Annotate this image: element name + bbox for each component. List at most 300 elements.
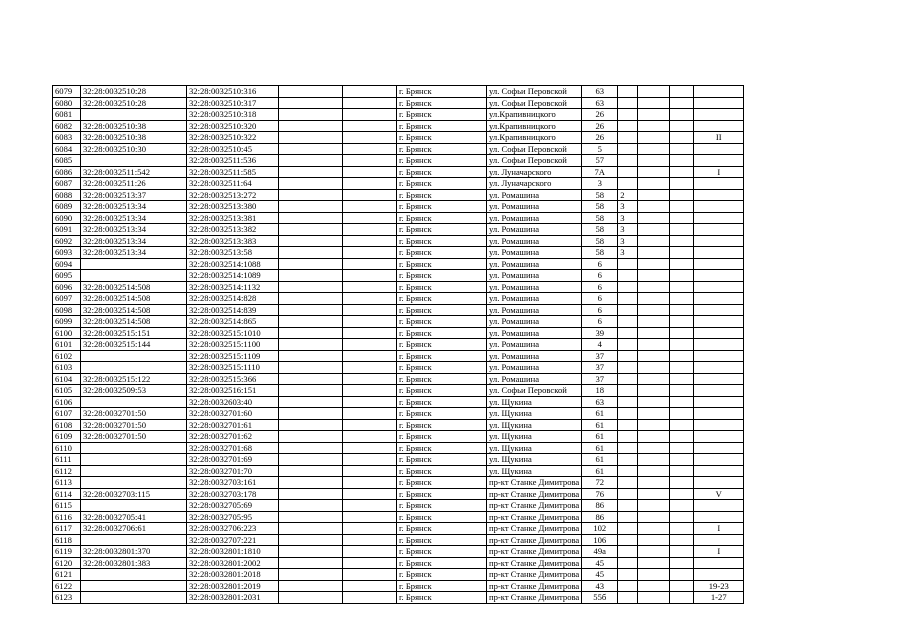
premises-cell — [694, 235, 744, 247]
blank-cell — [638, 431, 670, 443]
table-row — [53, 534, 744, 546]
blank-cell — [279, 235, 343, 247]
blank-cell — [638, 143, 670, 155]
premises-cell — [694, 212, 744, 224]
row-number-cell: 6108 — [53, 419, 81, 431]
object-cadastral-cell: 32:28:0032701:70 — [187, 465, 279, 477]
street-cell: ул.Крапивницкого — [487, 109, 582, 121]
parcel-cadastral-cell — [81, 109, 187, 121]
blank-cell — [343, 212, 397, 224]
parcel-cadastral-cell: 32:28:0032511:26 — [81, 178, 187, 190]
table-row — [53, 86, 744, 98]
premises-cell — [694, 155, 744, 167]
parcel-cadastral-cell — [81, 592, 187, 604]
blank-cell — [279, 385, 343, 397]
city-cell: г. Брянск — [397, 385, 487, 397]
premises-cell — [694, 350, 744, 362]
premises-cell: II — [694, 132, 744, 144]
building-cell: 3 — [618, 224, 638, 236]
table-row — [53, 569, 744, 581]
building-cell — [618, 281, 638, 293]
premises-cell — [694, 569, 744, 581]
blank-cell — [670, 97, 694, 109]
blank-cell — [670, 247, 694, 259]
object-cadastral-cell: 32:28:0032514:1088 — [187, 258, 279, 270]
premises-cell: 19-23 — [694, 580, 744, 592]
house-number-cell: 57 — [582, 155, 618, 167]
blank-cell — [343, 385, 397, 397]
object-cadastral-cell: 32:28:0032513:383 — [187, 235, 279, 247]
table-row — [53, 580, 744, 592]
city-cell: г. Брянск — [397, 477, 487, 489]
table-row — [53, 247, 744, 259]
blank-cell — [638, 523, 670, 535]
house-number-cell: 58 — [582, 224, 618, 236]
blank-cell — [343, 155, 397, 167]
premises-cell — [694, 408, 744, 420]
row-number-cell: 6112 — [53, 465, 81, 477]
premises-cell — [694, 143, 744, 155]
city-cell: г. Брянск — [397, 523, 487, 535]
blank-cell — [670, 270, 694, 282]
table-row — [53, 120, 744, 132]
blank-cell — [670, 454, 694, 466]
premises-cell — [694, 316, 744, 328]
row-number-cell: 6102 — [53, 350, 81, 362]
house-number-cell: 102 — [582, 523, 618, 535]
table-row — [53, 454, 744, 466]
row-number-cell: 6109 — [53, 431, 81, 443]
blank-cell — [670, 580, 694, 592]
city-cell: г. Брянск — [397, 454, 487, 466]
building-cell — [618, 569, 638, 581]
street-cell: ул. Луначарского — [487, 166, 582, 178]
blank-cell — [670, 442, 694, 454]
blank-cell — [638, 201, 670, 213]
blank-cell — [279, 350, 343, 362]
building-cell — [618, 385, 638, 397]
premises-cell — [694, 281, 744, 293]
row-number-cell: 6090 — [53, 212, 81, 224]
blank-cell — [279, 488, 343, 500]
blank-cell — [343, 201, 397, 213]
city-cell: г. Брянск — [397, 201, 487, 213]
house-number-cell: 61 — [582, 419, 618, 431]
house-number-cell: 61 — [582, 442, 618, 454]
object-cadastral-cell: 32:28:0032706:223 — [187, 523, 279, 535]
street-cell: ул. Луначарского — [487, 178, 582, 190]
parcel-cadastral-cell: 32:28:0032511:542 — [81, 166, 187, 178]
blank-cell — [670, 592, 694, 604]
table-row — [53, 500, 744, 512]
street-cell: ул. Щукина — [487, 465, 582, 477]
blank-cell — [638, 580, 670, 592]
blank-cell — [279, 431, 343, 443]
blank-cell — [670, 339, 694, 351]
premises-cell — [694, 454, 744, 466]
blank-cell — [279, 143, 343, 155]
building-cell — [618, 580, 638, 592]
building-cell — [618, 339, 638, 351]
blank-cell — [670, 293, 694, 305]
blank-cell — [343, 373, 397, 385]
premises-cell — [694, 534, 744, 546]
parcel-cadastral-cell: 32:28:0032513:37 — [81, 189, 187, 201]
blank-cell — [670, 546, 694, 558]
parcel-cadastral-cell: 32:28:0032513:34 — [81, 212, 187, 224]
row-number-cell: 6104 — [53, 373, 81, 385]
row-number-cell: 6087 — [53, 178, 81, 190]
parcel-cadastral-cell — [81, 465, 187, 477]
house-number-cell: 61 — [582, 408, 618, 420]
object-cadastral-cell: 32:28:0032801:2002 — [187, 557, 279, 569]
street-cell: пр-кт Станке Димитрова — [487, 569, 582, 581]
blank-cell — [670, 396, 694, 408]
street-cell: пр-кт Станке Димитрова — [487, 546, 582, 558]
blank-cell — [670, 235, 694, 247]
table-row — [53, 304, 744, 316]
object-cadastral-cell: 32:28:0032707:221 — [187, 534, 279, 546]
blank-cell — [670, 431, 694, 443]
parcel-cadastral-cell — [81, 477, 187, 489]
house-number-cell: 86 — [582, 500, 618, 512]
house-number-cell: 3 — [582, 178, 618, 190]
blank-cell — [279, 247, 343, 259]
blank-cell — [343, 189, 397, 201]
blank-cell — [670, 109, 694, 121]
city-cell: г. Брянск — [397, 189, 487, 201]
building-cell — [618, 546, 638, 558]
blank-cell — [670, 316, 694, 328]
row-number-cell: 6107 — [53, 408, 81, 420]
blank-cell — [279, 511, 343, 523]
city-cell: г. Брянск — [397, 362, 487, 374]
city-cell: г. Брянск — [397, 132, 487, 144]
parcel-cadastral-cell: 32:28:0032513:34 — [81, 224, 187, 236]
blank-cell — [670, 350, 694, 362]
blank-cell — [279, 155, 343, 167]
building-cell — [618, 293, 638, 305]
house-number-cell: 39 — [582, 327, 618, 339]
object-cadastral-cell: 32:28:0032515:366 — [187, 373, 279, 385]
blank-cell — [343, 511, 397, 523]
blank-cell — [638, 304, 670, 316]
house-number-cell: 76 — [582, 488, 618, 500]
blank-cell — [670, 224, 694, 236]
blank-cell — [638, 419, 670, 431]
blank-cell — [343, 350, 397, 362]
parcel-cadastral-cell: 32:28:0032515:122 — [81, 373, 187, 385]
building-cell — [618, 396, 638, 408]
parcel-cadastral-cell: 32:28:0032513:34 — [81, 247, 187, 259]
blank-cell — [279, 316, 343, 328]
object-cadastral-cell: 32:28:0032515:1110 — [187, 362, 279, 374]
blank-cell — [670, 281, 694, 293]
parcel-cadastral-cell — [81, 569, 187, 581]
house-number-cell: 58 — [582, 247, 618, 259]
blank-cell — [343, 465, 397, 477]
row-number-cell: 6103 — [53, 362, 81, 374]
house-number-cell: 55б — [582, 592, 618, 604]
building-cell — [618, 500, 638, 512]
blank-cell — [638, 373, 670, 385]
blank-cell — [279, 546, 343, 558]
blank-cell — [343, 557, 397, 569]
table-row — [53, 408, 744, 420]
premises-cell — [694, 362, 744, 374]
object-cadastral-cell: 32:28:0032705:69 — [187, 500, 279, 512]
city-cell: г. Брянск — [397, 511, 487, 523]
house-number-cell: 6 — [582, 258, 618, 270]
blank-cell — [670, 500, 694, 512]
city-cell: г. Брянск — [397, 270, 487, 282]
street-cell: пр-кт Станке Димитрова — [487, 500, 582, 512]
house-number-cell: 86 — [582, 511, 618, 523]
blank-cell — [638, 327, 670, 339]
object-cadastral-cell: 32:28:0032701:61 — [187, 419, 279, 431]
blank-cell — [343, 178, 397, 190]
premises-cell: V — [694, 488, 744, 500]
table-row — [53, 143, 744, 155]
blank-cell — [670, 120, 694, 132]
blank-cell — [670, 86, 694, 98]
premises-cell: I — [694, 523, 744, 535]
blank-cell — [670, 155, 694, 167]
blank-cell — [670, 258, 694, 270]
parcel-cadastral-cell: 32:28:0032514:508 — [81, 316, 187, 328]
street-cell: ул. Щукина — [487, 408, 582, 420]
street-cell: ул. Ромашина — [487, 270, 582, 282]
building-cell — [618, 592, 638, 604]
premises-cell — [694, 86, 744, 98]
blank-cell — [670, 534, 694, 546]
blank-cell — [638, 408, 670, 420]
object-cadastral-cell: 32:28:0032801:2018 — [187, 569, 279, 581]
object-cadastral-cell: 32:28:0032510:320 — [187, 120, 279, 132]
blank-cell — [638, 212, 670, 224]
row-number-cell: 6117 — [53, 523, 81, 535]
blank-cell — [670, 362, 694, 374]
row-number-cell: 6113 — [53, 477, 81, 489]
street-cell: ул. Софьи Перовской — [487, 155, 582, 167]
table-row — [53, 109, 744, 121]
table-row — [53, 477, 744, 489]
building-cell — [618, 304, 638, 316]
street-cell: пр-кт Станке Димитрова — [487, 580, 582, 592]
street-cell: пр-кт Станке Димитрова — [487, 488, 582, 500]
blank-cell — [343, 431, 397, 443]
blank-cell — [638, 569, 670, 581]
table-row — [53, 442, 744, 454]
street-cell: ул. Щукина — [487, 454, 582, 466]
street-cell: ул. Ромашина — [487, 304, 582, 316]
row-number-cell: 6085 — [53, 155, 81, 167]
object-cadastral-cell: 32:28:0032511:536 — [187, 155, 279, 167]
premises-cell: I — [694, 166, 744, 178]
table-row — [53, 132, 744, 144]
table-row — [53, 235, 744, 247]
house-number-cell: 6 — [582, 281, 618, 293]
blank-cell — [638, 488, 670, 500]
building-cell — [618, 477, 638, 489]
building-cell — [618, 270, 638, 282]
premises-cell — [694, 419, 744, 431]
building-cell — [618, 166, 638, 178]
blank-cell — [343, 109, 397, 121]
blank-cell — [638, 534, 670, 546]
table-row — [53, 212, 744, 224]
row-number-cell: 6097 — [53, 293, 81, 305]
premises-cell — [694, 120, 744, 132]
blank-cell — [638, 293, 670, 305]
blank-cell — [279, 580, 343, 592]
street-cell: ул. Ромашина — [487, 189, 582, 201]
house-number-cell: 7А — [582, 166, 618, 178]
house-number-cell: 26 — [582, 109, 618, 121]
table-row — [53, 270, 744, 282]
row-number-cell: 6099 — [53, 316, 81, 328]
blank-cell — [279, 109, 343, 121]
premises-cell — [694, 304, 744, 316]
house-number-cell: 26 — [582, 132, 618, 144]
premises-cell — [694, 385, 744, 397]
object-cadastral-cell: 32:28:0032515:1100 — [187, 339, 279, 351]
blank-cell — [670, 373, 694, 385]
blank-cell — [279, 408, 343, 420]
table-body — [53, 86, 744, 604]
parcel-cadastral-cell — [81, 442, 187, 454]
street-cell: ул. Ромашина — [487, 281, 582, 293]
building-cell — [618, 511, 638, 523]
blank-cell — [279, 592, 343, 604]
house-number-cell: 63 — [582, 86, 618, 98]
blank-cell — [343, 500, 397, 512]
blank-cell — [638, 465, 670, 477]
blank-cell — [343, 580, 397, 592]
city-cell: г. Брянск — [397, 327, 487, 339]
object-cadastral-cell: 32:28:0032703:161 — [187, 477, 279, 489]
cadastral-table — [52, 85, 744, 604]
house-number-cell: 43 — [582, 580, 618, 592]
blank-cell — [279, 270, 343, 282]
building-cell — [618, 408, 638, 420]
object-cadastral-cell: 32:28:0032510:318 — [187, 109, 279, 121]
building-cell — [618, 350, 638, 362]
blank-cell — [343, 143, 397, 155]
table-row — [53, 488, 744, 500]
blank-cell — [638, 362, 670, 374]
row-number-cell: 6098 — [53, 304, 81, 316]
blank-cell — [343, 339, 397, 351]
table-row — [53, 97, 744, 109]
city-cell: г. Брянск — [397, 569, 487, 581]
blank-cell — [279, 534, 343, 546]
row-number-cell: 6080 — [53, 97, 81, 109]
premises-cell — [694, 247, 744, 259]
house-number-cell: 58 — [582, 235, 618, 247]
blank-cell — [343, 132, 397, 144]
object-cadastral-cell: 32:28:0032514:1089 — [187, 270, 279, 282]
blank-cell — [638, 350, 670, 362]
row-number-cell: 6123 — [53, 592, 81, 604]
blank-cell — [670, 189, 694, 201]
blank-cell — [343, 396, 397, 408]
street-cell: пр-кт Станке Димитрова — [487, 523, 582, 535]
parcel-cadastral-cell — [81, 258, 187, 270]
street-cell: ул. Щукина — [487, 396, 582, 408]
parcel-cadastral-cell: 32:28:0032701:50 — [81, 431, 187, 443]
blank-cell — [279, 523, 343, 535]
table-row — [53, 396, 744, 408]
city-cell: г. Брянск — [397, 500, 487, 512]
street-cell: ул. Щукина — [487, 442, 582, 454]
premises-cell — [694, 189, 744, 201]
blank-cell — [279, 396, 343, 408]
blank-cell — [279, 189, 343, 201]
city-cell: г. Брянск — [397, 281, 487, 293]
premises-cell — [694, 293, 744, 305]
building-cell — [618, 258, 638, 270]
premises-cell — [694, 511, 744, 523]
object-cadastral-cell: 32:28:0032701:69 — [187, 454, 279, 466]
object-cadastral-cell: 32:28:0032510:317 — [187, 97, 279, 109]
blank-cell — [343, 546, 397, 558]
parcel-cadastral-cell: 32:28:0032510:28 — [81, 97, 187, 109]
house-number-cell: 37 — [582, 350, 618, 362]
table-row — [53, 385, 744, 397]
blank-cell — [638, 270, 670, 282]
building-cell — [618, 143, 638, 155]
blank-cell — [638, 557, 670, 569]
blank-cell — [638, 166, 670, 178]
parcel-cadastral-cell: 32:28:0032509:53 — [81, 385, 187, 397]
city-cell: г. Брянск — [397, 258, 487, 270]
house-number-cell: 6 — [582, 270, 618, 282]
house-number-cell: 18 — [582, 385, 618, 397]
row-number-cell: 6114 — [53, 488, 81, 500]
building-cell — [618, 327, 638, 339]
blank-cell — [670, 178, 694, 190]
blank-cell — [638, 224, 670, 236]
street-cell: ул. Ромашина — [487, 350, 582, 362]
parcel-cadastral-cell — [81, 454, 187, 466]
blank-cell — [279, 557, 343, 569]
blank-cell — [279, 569, 343, 581]
blank-cell — [638, 477, 670, 489]
city-cell: г. Брянск — [397, 166, 487, 178]
object-cadastral-cell: 32:28:0032701:68 — [187, 442, 279, 454]
house-number-cell: 37 — [582, 362, 618, 374]
city-cell: г. Брянск — [397, 534, 487, 546]
table-row — [53, 373, 744, 385]
table-row — [53, 511, 744, 523]
city-cell: г. Брянск — [397, 178, 487, 190]
object-cadastral-cell: 32:28:0032516:151 — [187, 385, 279, 397]
row-number-cell: 6118 — [53, 534, 81, 546]
building-cell — [618, 155, 638, 167]
blank-cell — [343, 408, 397, 420]
city-cell: г. Брянск — [397, 224, 487, 236]
table-row — [53, 431, 744, 443]
row-number-cell: 6083 — [53, 132, 81, 144]
parcel-cadastral-cell: 32:28:0032514:508 — [81, 293, 187, 305]
parcel-cadastral-cell: 32:28:0032514:508 — [81, 304, 187, 316]
street-cell: ул. Софьи Перовской — [487, 86, 582, 98]
building-cell — [618, 316, 638, 328]
blank-cell — [279, 86, 343, 98]
street-cell: ул. Ромашина — [487, 293, 582, 305]
building-cell: 3 — [618, 212, 638, 224]
